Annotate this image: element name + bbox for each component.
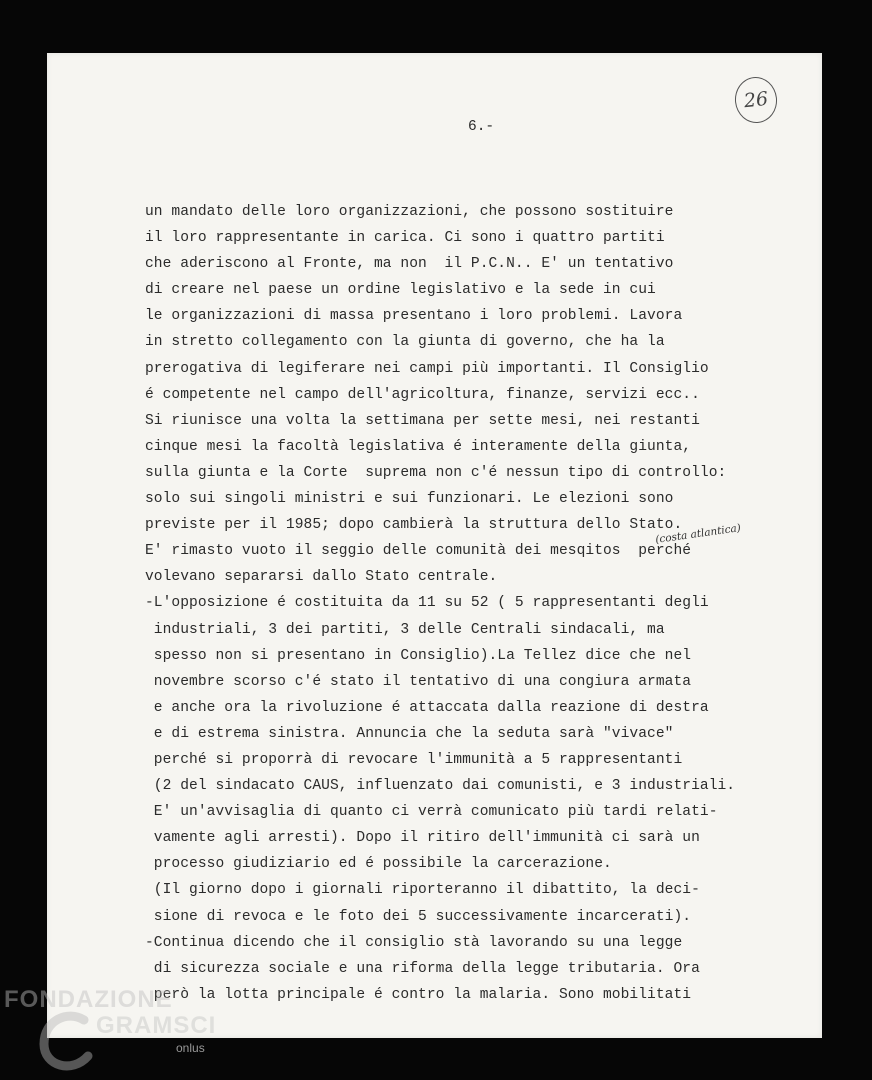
text-line: e di estrema sinistra. Annuncia che la seduta sarà "vivace" [145,725,674,742]
text-line: é competente nel campo dell'agricoltura, finanze, servizi ecc.. [145,386,700,403]
archive-number: 26 [742,87,770,113]
text-line: volevano separarsi dallo Stato centrale. [145,569,498,586]
watermark-line-1: FONDAZIONE [4,986,173,1013]
text-line: di creare nel paese un ordine legislativo e la sede in cui [145,282,656,299]
text-line: sulla giunta e la Corte suprema non c'é nessun tipo di controllo: [145,464,727,481]
text-line: che aderiscono al Fronte, ma non il P.C.N.. E' un tentativo [145,256,674,273]
text-line: però la lotta principale é contro la malaria. Sono mobilitati [145,986,692,1003]
text-line: perché si proporrà di revocare l'immunità a 5 rappresentanti [145,751,683,768]
watermark-logo-icon [38,1008,98,1074]
text-line: previste per il 1985; dopo cambierà la struttura dello Stato. [145,517,683,534]
page-number: 6.- [468,119,495,135]
watermark-line-2: GRAMSCI [96,1012,217,1039]
text-line: novembre scorso c'é stato il tentativo di una congiura armata [145,673,692,690]
text-line: E' un'avvisaglia di quanto ci verrà comunicato più tardi relati- [145,804,718,821]
document-body [145,199,805,1008]
text-line: E' rimasto vuoto il seggio delle comunità dei mesqitos perché [145,543,692,560]
text-line: -Continua dicendo che il consiglio stà lavorando su una legge [145,934,683,951]
watermark-onlus: onlus [176,1041,205,1055]
watermark [4,986,234,1076]
text-line: -L'opposizione é costituita da 11 su 52 ( 5 rappresentanti degli [145,595,709,612]
text-line: Si riunisce una volta la settimana per sette mesi, nei restanti [145,412,700,429]
text-line: il loro rappresentante in carica. Ci sono i quattro partiti [145,230,665,247]
text-line: industriali, 3 dei partiti, 3 delle Centrali sindacali, ma [145,621,665,638]
text-line: spesso non si presentano in Consiglio).La Tellez dice che nel [145,647,692,664]
text-line: di sicurezza sociale e una riforma della legge tributaria. Ora [145,960,700,977]
text-line: (2 del sindacato CAUS, influenzato dai comunisti, e 3 industriali. [145,778,736,795]
text-line: sione di revoca e le foto dei 5 successivamente incarcerati). [145,908,692,925]
text-line: cinque mesi la facoltà legislativa é interamente della giunta, [145,438,692,455]
text-line: prerogativa di legiferare nei campi più importanti. Il Consiglio [145,360,709,377]
text-line: (Il giorno dopo i giornali riporteranno il dibattito, la deci- [145,882,700,899]
text-line: un mandato delle loro organizzazioni, che possono sostituire [145,204,674,220]
text-line: le organizzazioni di massa presentano i loro problemi. Lavora [145,308,683,325]
text-line: in stretto collegamento con la giunta di governo, che ha la [145,334,665,351]
text-line: vamente agli arresti). Dopo il ritiro dell'immunità ci sarà un [145,830,700,847]
text-line: solo sui singoli ministri e sui funzionari. Le elezioni sono [145,491,674,508]
text-line: processo giudiziario ed é possibile la carcerazione. [145,856,612,873]
text-line: e anche ora la rivoluzione é attaccata dalla reazione di destra [145,699,709,716]
handwritten-annotation: (costa atlantica) [654,522,742,546]
